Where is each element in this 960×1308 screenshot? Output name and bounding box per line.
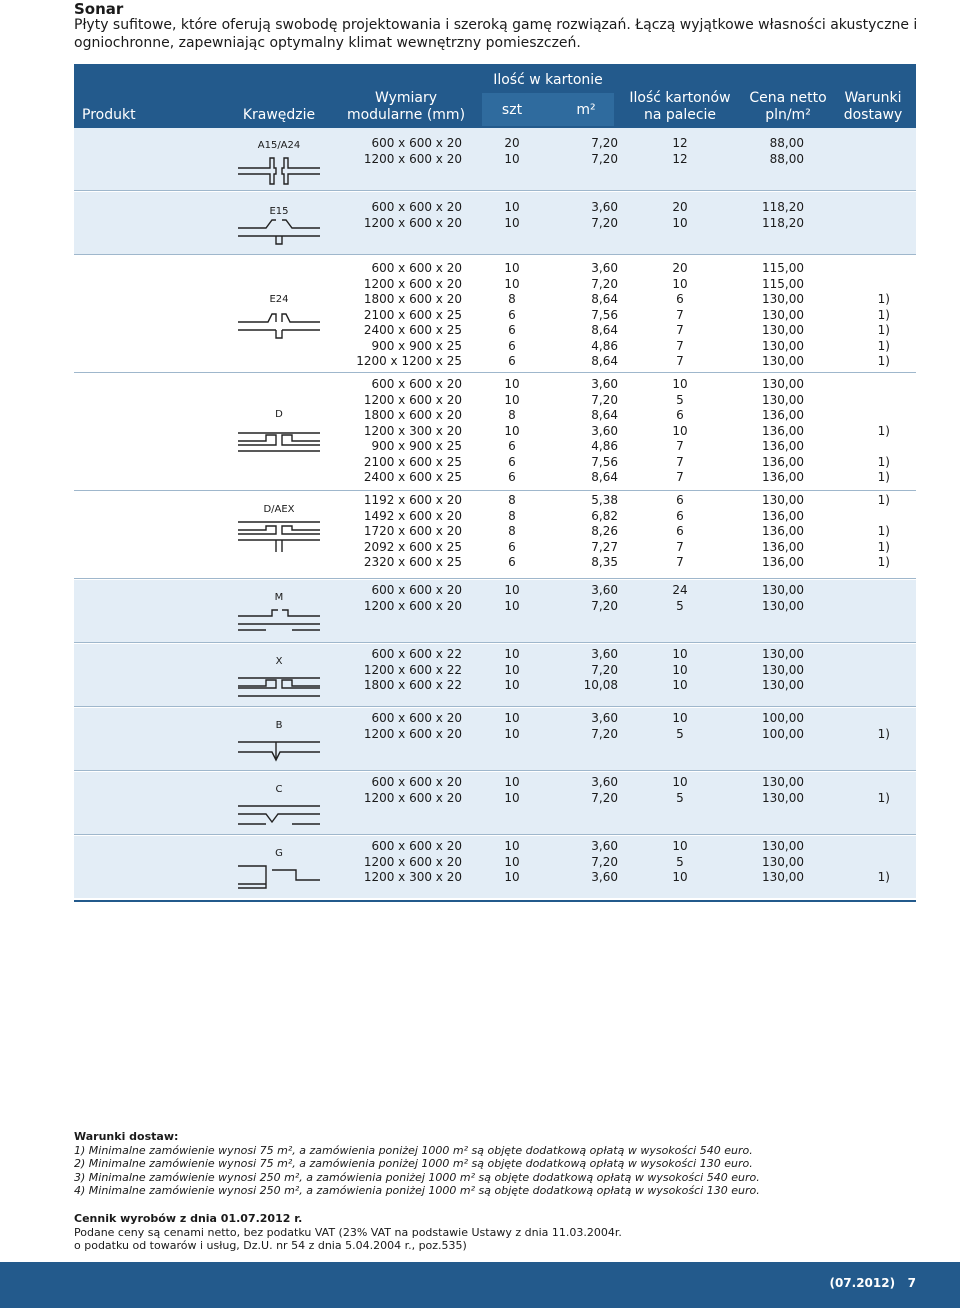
delivery-notes [74,1130,934,1198]
page-number: 7 [907,1276,916,1290]
area-cell: 7,56 [591,454,618,469]
dimension-cell: 1200 x 600 x 20 [363,790,462,805]
edge-profile-icon [236,730,322,770]
area-cell: 3,60 [591,377,618,391]
area-cell: 8,64 [591,323,618,337]
cartons-cell: 10 [672,662,688,677]
pieces-cell: 10 [504,839,520,853]
cartons-cell: 10 [672,775,688,789]
pieces-cell: 10 [504,392,520,407]
dimension-cell: 2092 x 600 x 25 [363,539,462,554]
pieces-cell: 10 [504,276,520,291]
price-cell: 88,00 [769,151,804,166]
pieces-cell: 6 [508,439,516,453]
pieces-cell: 10 [504,854,520,869]
dimension-cell: 1200 x 600 x 20 [363,215,462,230]
header-krawedzie: Krawędzie [242,107,316,123]
pieces-cell: 10 [504,678,520,692]
cartons-cell: 5 [676,598,684,613]
cartons-cell: 5 [676,854,684,869]
terms-cell: 1) [877,493,890,507]
edge-label: M [274,592,284,603]
dimension-cell: 2100 x 600 x 25 [363,307,462,322]
price-cell: 130,00 [762,583,804,597]
pieces-cell: 10 [504,200,520,214]
cartons-cell: 24 [672,583,688,597]
header-warunki-2: dostawy [843,107,903,123]
edge-group [74,373,916,490]
cartons-cell: 7 [676,539,684,554]
edge-profile-icon [236,214,322,254]
pieces-cell: 10 [504,215,520,230]
edge-group [74,772,916,834]
cartons-cell: 10 [672,377,688,391]
price-cell: 130,00 [762,292,804,306]
row-divider [74,190,916,191]
price-cell: 130,00 [762,354,804,368]
dimension-cell: 600 x 600 x 20 [371,261,462,275]
dimension-cell: 2400 x 600 x 25 [363,323,462,337]
cartons-cell: 7 [676,354,684,368]
pieces-cell: 10 [504,598,520,613]
note-line: 4) Minimalne zamówienie wynosi 250 m², a zamówienia poniżej 1000 m² są objęte dodatkową opłatą w wysokości 130 euro. [74,1184,760,1197]
price-cell: 136,00 [762,539,804,554]
pieces-cell: 8 [508,493,516,507]
header-kartony-2: na palecie [643,107,717,123]
cartons-cell: 6 [676,508,684,523]
dimension-cell: 2100 x 600 x 25 [363,454,462,469]
price-cell: 130,00 [762,870,804,884]
cartons-cell: 6 [676,524,684,538]
price-cell: 130,00 [762,338,804,353]
cartons-cell: 20 [672,200,688,214]
area-cell: 6,82 [591,508,618,523]
area-cell: 3,60 [591,870,618,884]
note-line: 2) Minimalne zamówienie wynosi 75 m², a zamówienia poniżej 1000 m² są objęte dodatkową opłatą w wysokości 130 euro. [74,1157,753,1170]
pieces-cell: 10 [504,870,520,884]
row-divider [74,706,916,707]
edge-profile-icon [236,794,322,834]
area-cell: 8,64 [591,292,618,306]
price-cell: 136,00 [762,470,804,484]
cartons-cell: 20 [672,261,688,275]
row-divider [74,372,916,373]
price-cell: 100,00 [762,726,804,741]
edge-label: C [275,784,283,795]
cartons-cell: 10 [672,870,688,884]
dimension-cell: 900 x 900 x 25 [371,338,462,353]
price-cell: 136,00 [762,524,804,538]
dimension-cell: 1200 x 1200 x 25 [356,354,462,368]
area-cell: 8,26 [591,524,618,538]
cartons-cell: 6 [676,292,684,306]
area-cell: 3,60 [591,261,618,275]
area-cell: 3,60 [591,839,618,853]
price-cell: 100,00 [762,711,804,725]
area-cell: 3,60 [591,583,618,597]
area-cell: 7,20 [591,215,618,230]
header-cena-1: Cena netto [749,90,827,106]
edge-label: D/AEX [263,504,295,515]
price-list-info [74,1212,934,1253]
area-cell: 7,20 [591,392,618,407]
terms-cell: 1) [877,539,890,554]
pieces-cell: 20 [504,136,520,150]
terms-cell: 1) [877,470,890,484]
area-cell: 4,86 [591,439,618,453]
edge-label: E24 [269,294,289,305]
terms-cell: 1) [877,354,890,368]
cartons-cell: 7 [676,555,684,569]
terms-cell: 1) [877,292,890,306]
edge-label: A15/A24 [257,140,301,151]
dimension-cell: 600 x 600 x 20 [371,377,462,391]
price-cell: 130,00 [762,678,804,692]
price-cell: 115,00 [762,261,804,275]
edge-group [74,836,916,898]
edge-profile-icon [236,421,322,461]
area-cell: 3,60 [591,200,618,214]
pieces-cell: 6 [508,539,516,554]
pieces-cell: 6 [508,338,516,353]
cartons-cell: 6 [676,493,684,507]
notes-title: Warunki dostaw: [74,1130,179,1143]
dimension-cell: 1800 x 600 x 20 [363,292,462,306]
area-cell: 7,20 [591,790,618,805]
cartons-cell: 7 [676,454,684,469]
header-m2: m² [576,102,596,118]
terms-cell: 1) [877,323,890,337]
terms-cell: 1) [877,307,890,322]
area-cell: 3,60 [591,775,618,789]
area-cell: 10,08 [583,678,618,692]
dimension-cell: 1800 x 600 x 20 [363,408,462,422]
dimension-cell: 2320 x 600 x 25 [363,555,462,569]
row-divider [74,490,916,491]
price-cell: 130,00 [762,307,804,322]
edge-group [74,256,916,372]
terms-cell: 1) [877,524,890,538]
dimension-cell: 1800 x 600 x 22 [363,678,462,692]
dimension-cell: 600 x 600 x 20 [371,136,462,150]
area-cell: 7,20 [591,662,618,677]
cartons-cell: 10 [672,276,688,291]
price-cell: 136,00 [762,423,804,438]
price-cell: 130,00 [762,839,804,853]
edge-profile-icon [236,666,322,706]
cartons-cell: 7 [676,470,684,484]
pieces-cell: 8 [508,508,516,523]
pieces-cell: 6 [508,307,516,322]
terms-cell: 1) [877,423,890,438]
dimension-cell: 2400 x 600 x 25 [363,470,462,484]
price-cell: 136,00 [762,408,804,422]
price-cell: 136,00 [762,439,804,453]
pieces-cell: 10 [504,775,520,789]
edge-group [74,644,916,706]
price-cell: 136,00 [762,555,804,569]
pieces-cell: 10 [504,647,520,661]
area-cell: 7,20 [591,726,618,741]
cartons-cell: 10 [672,423,688,438]
pieces-cell: 10 [504,377,520,391]
pieces-cell: 10 [504,790,520,805]
pieces-cell: 10 [504,726,520,741]
table-header [74,64,916,128]
cartons-cell: 7 [676,307,684,322]
pieces-cell: 6 [508,470,516,484]
dimension-cell: 1200 x 600 x 20 [363,392,462,407]
row-divider [74,578,916,579]
price-table [74,128,916,901]
area-cell: 3,60 [591,647,618,661]
header-wymiary-1: Wymiary [374,90,438,106]
edge-group [74,192,916,254]
terms-cell: 1) [877,555,890,569]
dimension-cell: 900 x 900 x 25 [371,439,462,453]
area-cell: 7,20 [591,276,618,291]
header-produkt: Produkt [82,107,136,123]
cartons-cell: 10 [672,678,688,692]
edge-profile-icon [236,858,322,898]
dimension-cell: 1720 x 600 x 20 [363,524,462,538]
terms-cell: 1) [877,454,890,469]
footer-bar [0,1262,960,1308]
edge-group [74,128,916,190]
edge-group [74,490,916,574]
footer-page-info [829,1276,916,1290]
row-divider [74,642,916,643]
edge-label: G [275,848,283,859]
price-cell: 130,00 [762,598,804,613]
cartons-cell: 5 [676,392,684,407]
price-cell: 130,00 [762,323,804,337]
area-cell: 7,20 [591,854,618,869]
edge-profile-icon [236,602,322,642]
dimension-cell: 1200 x 600 x 20 [363,726,462,741]
price-cell: 130,00 [762,662,804,677]
cartons-cell: 7 [676,323,684,337]
dimension-cell: 1200 x 600 x 20 [363,151,462,166]
terms-cell: 1) [877,870,890,884]
price-cell: 136,00 [762,508,804,523]
price-cell: 118,20 [762,215,804,230]
pieces-cell: 10 [504,583,520,597]
pieces-cell: 10 [504,711,520,725]
cennik-line-1: Podane ceny są cenami netto, bez podatku VAT (23% VAT na podstawie Ustawy z dnia 11.03.2004r. [74,1225,622,1239]
area-cell: 7,20 [591,136,618,150]
header-szt: szt [501,102,523,118]
pieces-cell: 8 [508,408,516,422]
cartons-cell: 10 [672,215,688,230]
cartons-cell: 7 [676,439,684,453]
edge-profile-icon [236,150,322,190]
dimension-cell: 600 x 600 x 20 [371,200,462,214]
pieces-cell: 10 [504,151,520,166]
dimension-cell: 600 x 600 x 20 [371,839,462,853]
note-line: 1) Minimalne zamówienie wynosi 75 m², a zamówienia poniżej 1000 m² są objęte dodatkową opłatą w wysokości 540 euro. [74,1143,753,1157]
row-divider [74,834,916,835]
dimension-cell: 1200 x 300 x 20 [363,870,462,884]
area-cell: 8,64 [591,470,618,484]
area-cell: 8,35 [591,555,618,569]
cartons-cell: 5 [676,726,684,741]
cartons-cell: 5 [676,790,684,805]
row-divider [74,770,916,771]
edge-label: E15 [269,206,289,217]
dimension-cell: 1200 x 600 x 20 [363,598,462,613]
pieces-cell: 10 [504,662,520,677]
header-wymiary-2: modularne (mm) [346,107,466,123]
pieces-cell: 8 [508,292,516,306]
cartons-cell: 10 [672,647,688,661]
price-cell: 88,00 [769,136,804,150]
cartons-cell: 12 [672,151,688,166]
cennik-line-2: o podatku od towarów i usług, Dz.U. nr 54 z dnia 5.04.2004 r., poz.535) [74,1239,467,1252]
edge-profile-icon [236,514,322,554]
cartons-cell: 12 [672,136,688,150]
pieces-cell: 6 [508,555,516,569]
header-ilosc: Ilość w kartonie [493,72,603,88]
dimension-cell: 1200 x 300 x 20 [363,423,462,438]
edge-group [74,708,916,770]
dimension-cell: 1200 x 600 x 22 [363,662,462,677]
dimension-cell: 1200 x 600 x 20 [363,854,462,869]
pieces-cell: 10 [504,261,520,275]
edge-label: D [275,409,283,420]
area-cell: 8,64 [591,354,618,368]
footer-date: (07.2012) [829,1276,896,1290]
row-divider [74,254,916,255]
header-kartony-1: Ilość kartonów [629,90,731,106]
area-cell: 3,60 [591,423,618,438]
pieces-cell: 6 [508,323,516,337]
area-cell: 7,20 [591,598,618,613]
dimension-cell: 600 x 600 x 20 [371,711,462,725]
price-cell: 118,20 [762,200,804,214]
dimension-cell: 600 x 600 x 22 [371,647,462,661]
price-cell: 115,00 [762,276,804,291]
area-cell: 7,56 [591,307,618,322]
price-cell: 130,00 [762,493,804,507]
area-cell: 7,20 [591,151,618,166]
price-cell: 130,00 [762,854,804,869]
dimension-cell: 1492 x 600 x 20 [363,508,462,523]
header-cena-2: pln/m² [765,107,811,123]
price-cell: 130,00 [762,377,804,391]
terms-cell: 1) [877,726,890,741]
cartons-cell: 6 [676,408,684,422]
edge-group [74,580,916,642]
dimension-cell: 1200 x 600 x 20 [363,276,462,291]
price-cell: 130,00 [762,647,804,661]
note-line: 3) Minimalne zamówienie wynosi 250 m², a zamówienia poniżej 1000 m² są objęte dodatkową opłatą w wysokości 540 euro. [74,1170,760,1184]
area-cell: 3,60 [591,711,618,725]
cartons-cell: 10 [672,839,688,853]
area-cell: 5,38 [591,493,618,507]
area-cell: 4,86 [591,338,618,353]
edge-profile-icon [236,306,322,346]
dimension-cell: 600 x 600 x 20 [371,775,462,789]
terms-cell: 1) [877,338,890,353]
price-cell: 130,00 [762,775,804,789]
price-cell: 136,00 [762,454,804,469]
page-title: Sonar [74,0,124,18]
area-cell: 7,27 [591,539,618,554]
cartons-cell: 7 [676,338,684,353]
cartons-cell: 10 [672,711,688,725]
price-cell: 130,00 [762,790,804,805]
intro-text: Płyty sufitowe, które oferują swobodę projektowania i szeroką gamę rozwiązań. Łączą wyjątkowe własności akustyczne i ogniochronne, zapewniając optymalny klimat wewnętrzny pomieszczeń. [74,17,918,51]
pieces-cell: 8 [508,524,516,538]
pieces-cell: 10 [504,423,520,438]
table-bottom-rule [74,900,916,902]
area-cell: 8,64 [591,408,618,422]
edge-label: X [275,656,283,667]
price-cell: 130,00 [762,392,804,407]
edge-label: B [275,720,283,731]
dimension-cell: 600 x 600 x 20 [371,583,462,597]
pieces-cell: 6 [508,354,516,368]
header-warunki-1: Warunki [844,90,902,106]
terms-cell: 1) [877,790,890,805]
cennik-title: Cennik wyrobów z dnia 01.07.2012 r. [74,1212,303,1225]
dimension-cell: 1192 x 600 x 20 [363,493,462,507]
pieces-cell: 6 [508,454,516,469]
